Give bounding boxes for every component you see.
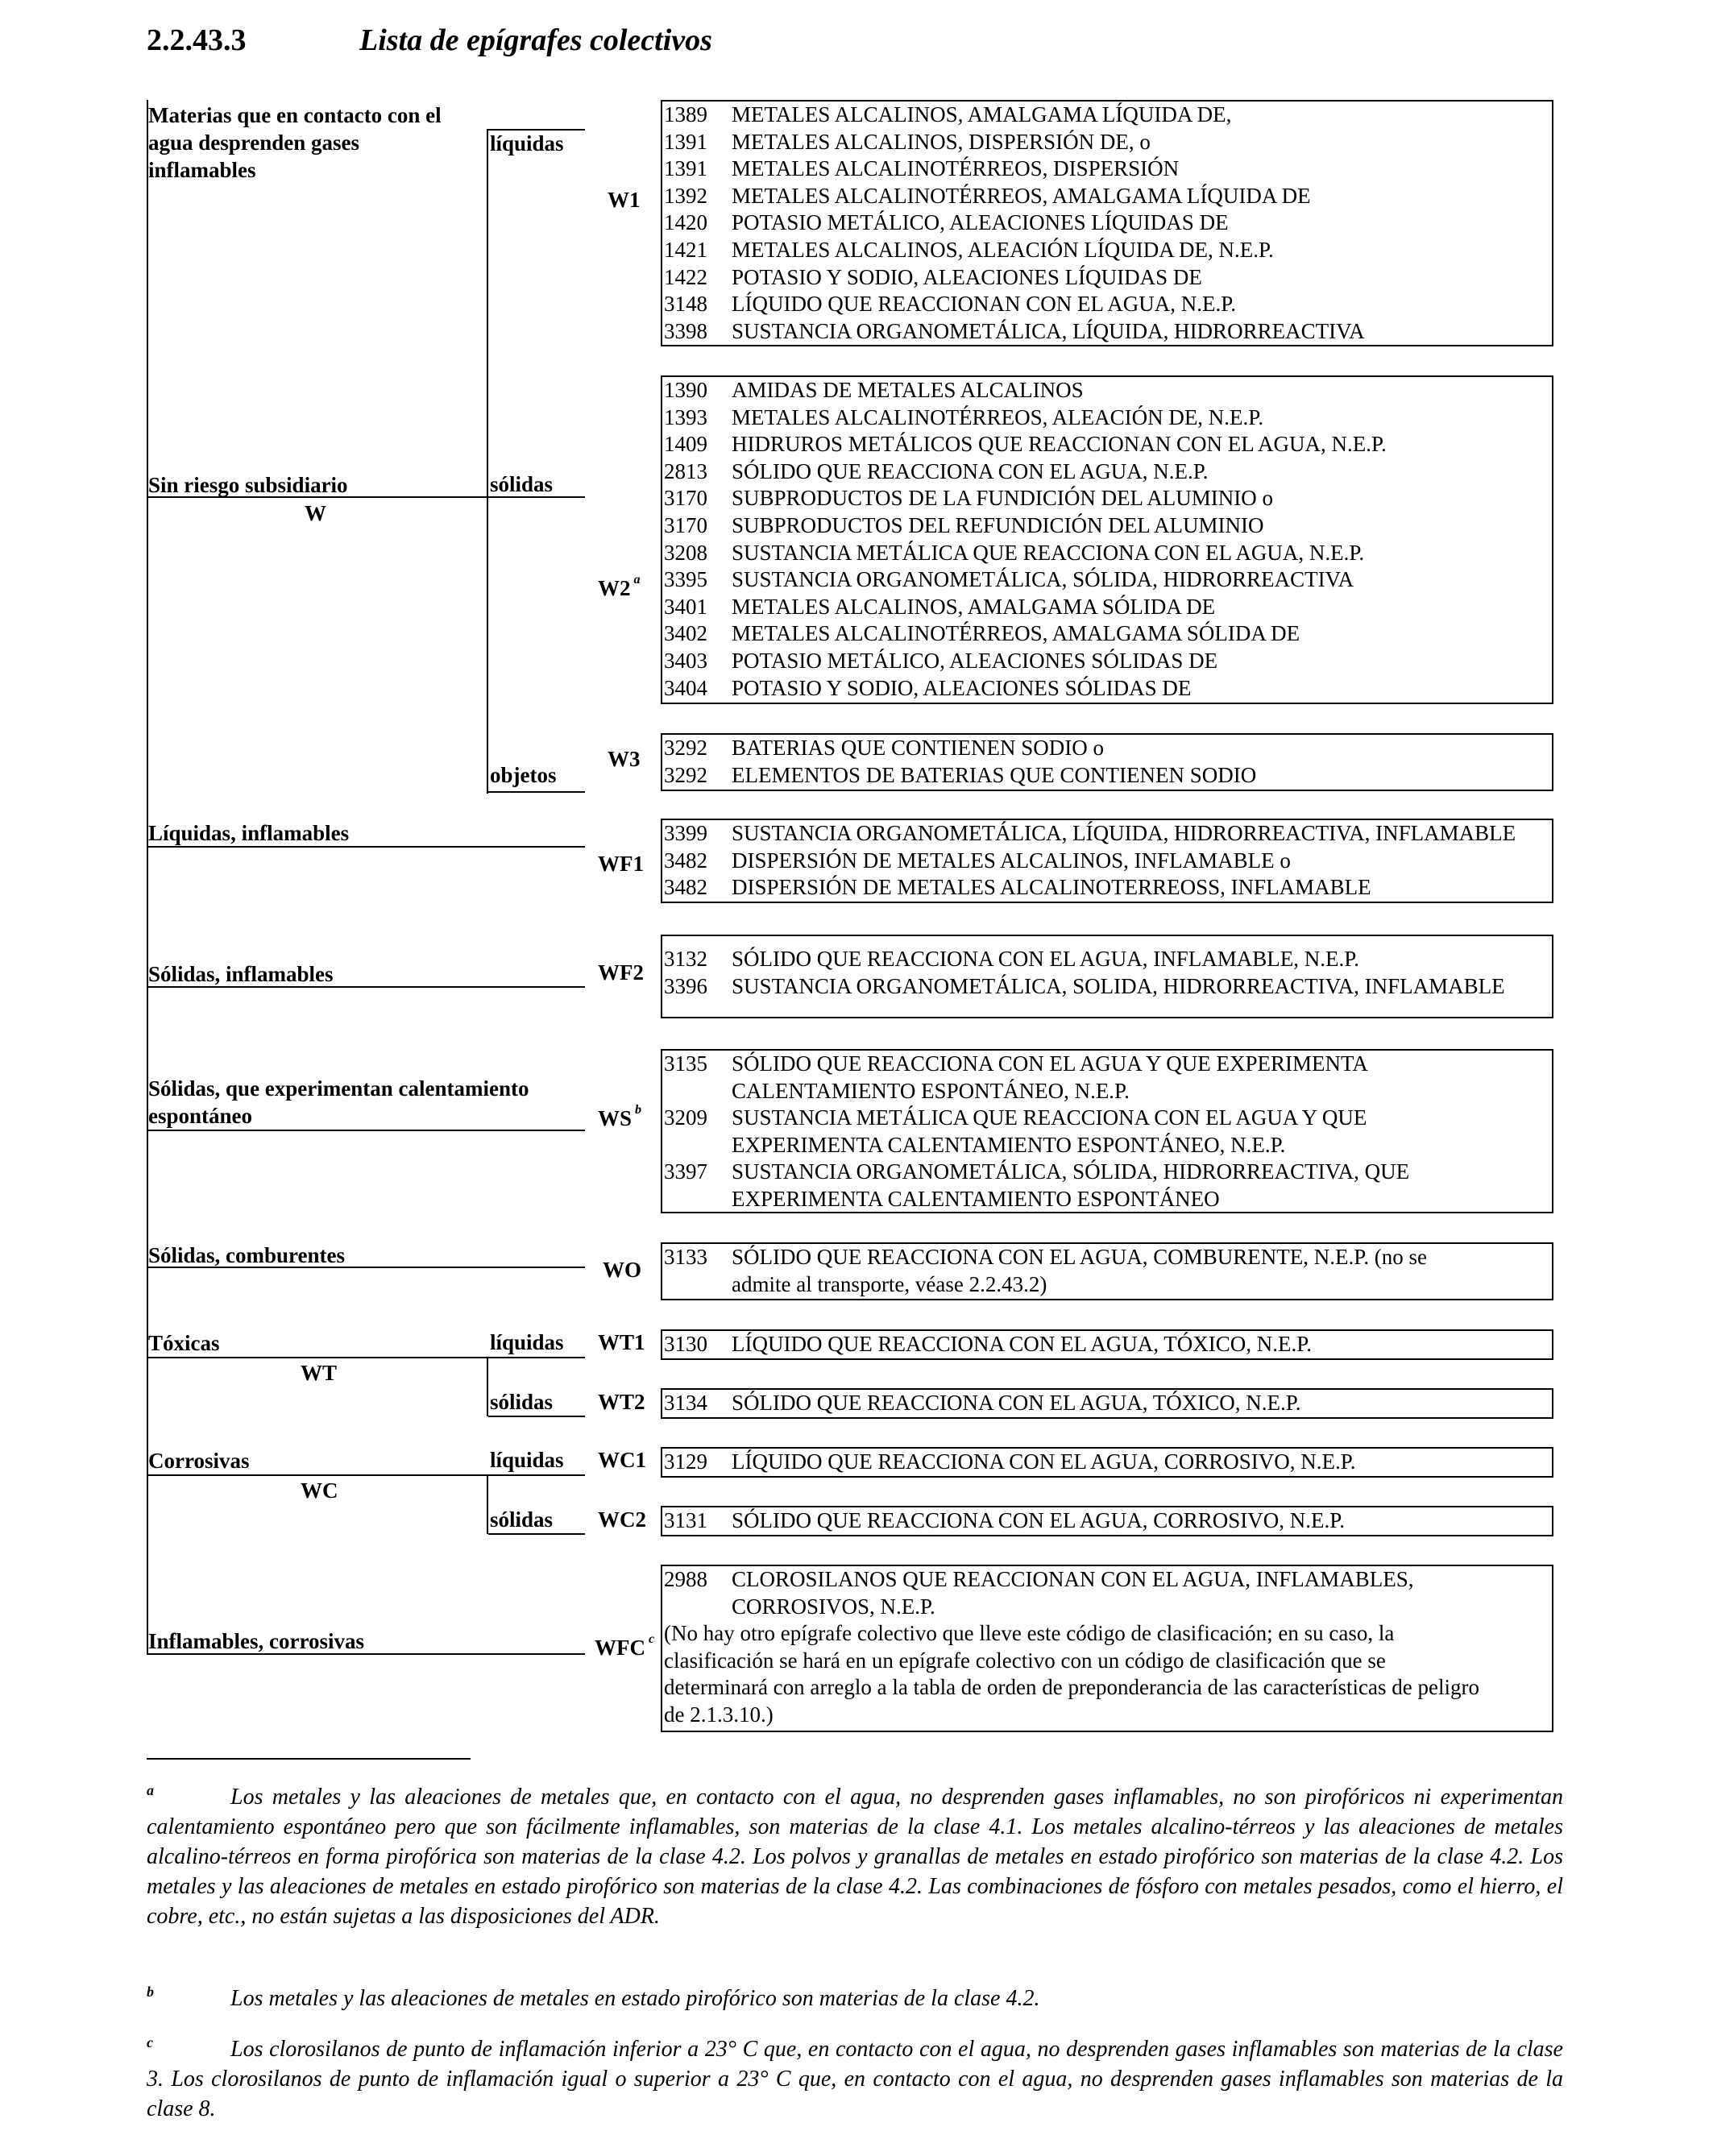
code-wt1: WT1 <box>598 1330 645 1354</box>
entry-row <box>662 874 1552 902</box>
footnote-c-mark: c <box>147 2034 153 2050</box>
tree-wc-vertical <box>487 1474 488 1534</box>
footnote-mark-a: a <box>633 573 641 587</box>
label-liquidas-inflamables: Líquidas, inflamables <box>148 821 350 845</box>
entry-row <box>662 102 1552 129</box>
label-solidas-calentamiento-line1: Sólidas, que experimentan calentamiento <box>148 1076 529 1101</box>
entry-name: POTASIO METÁLICO, ALEACIONES SÓLIDAS DE <box>732 648 1218 673</box>
entry-row <box>662 237 1552 264</box>
label-top-main-line2: agua desprenden gases <box>148 131 360 155</box>
line-liquidas-inflamables <box>147 846 585 848</box>
un-number: 3399 <box>664 821 707 845</box>
entry-row <box>662 404 1552 432</box>
entry-name: METALES ALCALINOS, AMALGAMA SÓLIDA DE <box>732 594 1216 619</box>
entry-name: SÓLIDO QUE REACCIONA CON EL AGUA, N.E.P. <box>732 458 1209 483</box>
entry-row <box>662 1331 1552 1358</box>
entry-row <box>662 1105 1552 1132</box>
entry-name: SUBPRODUCTOS DE LA FUNDICIÓN DEL ALUMINIO o <box>732 486 1274 511</box>
footnote-mark-c: c <box>649 1632 655 1646</box>
un-number: 3170 <box>664 486 707 511</box>
sub-objetos-w3: objetos <box>490 763 557 787</box>
entry-row <box>662 540 1552 567</box>
code-wfc <box>595 1632 655 1661</box>
label-w: W <box>305 501 326 525</box>
entry-row <box>662 820 1552 848</box>
entry-row <box>662 848 1552 875</box>
entry-name: SUSTANCIA ORGANOMETÁLICA, SÓLIDA, HIDRORREACTIVA, QUE <box>732 1159 1410 1184</box>
un-number: 3129 <box>664 1449 707 1474</box>
code-wfc-text: WFC <box>595 1636 645 1660</box>
entry-name: SUBPRODUCTOS DEL REFUNDICIÓN DEL ALUMINIO <box>732 512 1264 537</box>
entry-name: METALES ALCALINOS, AMALGAMA LÍQUIDA DE, <box>732 102 1232 126</box>
entry-name: ELEMENTOS DE BATERIAS QUE CONTIENEN SODIO <box>732 762 1257 787</box>
entry-row <box>662 1051 1552 1078</box>
box-w1 <box>661 100 1553 346</box>
entry-name: CLOROSILANOS QUE REACCIONAN CON EL AGUA, INFLAMABLES, <box>732 1567 1414 1591</box>
code-wf2: WF2 <box>598 960 644 985</box>
un-number: 1391 <box>664 156 707 181</box>
box-w2 <box>661 375 1553 704</box>
footnote-a <box>147 1782 1563 1931</box>
un-number: 1391 <box>664 129 707 154</box>
entry-name: LÍQUIDO QUE REACCIONA CON EL AGUA, CORROSIVO, N.E.P. <box>732 1449 1356 1474</box>
label-wc: WC <box>301 1478 338 1503</box>
un-number: 1392 <box>664 183 707 208</box>
un-number: 3208 <box>664 540 707 565</box>
entry-row <box>662 264 1552 292</box>
wfc-note-line: (No hay otro epígrafe colectivo que lleve este código de clasificación; en su caso, la <box>664 1621 1395 1646</box>
un-number: 1390 <box>664 378 707 402</box>
entry-row <box>662 183 1552 210</box>
tree-w-vertical <box>487 129 488 794</box>
box-wc1 <box>661 1447 1553 1478</box>
un-number: 3130 <box>664 1332 707 1356</box>
line-solidas-wc2 <box>488 1533 585 1535</box>
label-corrosivas: Corrosivas <box>148 1449 250 1473</box>
line-objetos-w3 <box>488 791 585 793</box>
label-top-main-line1: Materias que en contacto con el <box>148 103 442 127</box>
box-wt2 <box>661 1388 1553 1419</box>
line-solidas-calentamiento <box>147 1130 585 1131</box>
label-sin-riesgo: Sin riesgo subsidiario <box>148 473 348 497</box>
entry-row <box>662 735 1552 762</box>
un-number: 3209 <box>664 1105 707 1130</box>
label-wt: WT <box>301 1361 338 1385</box>
box-wc2 <box>661 1506 1553 1536</box>
entry-name: POTASIO Y SODIO, ALEACIONES SÓLIDAS DE <box>732 675 1192 700</box>
code-w2-text: W2 <box>598 576 631 600</box>
code-wc1: WC1 <box>598 1448 646 1472</box>
un-number: 3395 <box>664 567 707 592</box>
code-ws <box>598 1103 642 1131</box>
un-number: 1422 <box>664 264 707 289</box>
entry-row <box>662 675 1552 703</box>
un-number: 1409 <box>664 432 707 457</box>
code-w1: W1 <box>608 188 641 212</box>
label-toxicas: Tóxicas <box>148 1331 220 1355</box>
entry-name: METALES ALCALINOS, DISPERSIÓN DE, o <box>732 129 1151 154</box>
sub-liquidas-wt1: líquidas <box>490 1330 564 1354</box>
line-liquidas-wc1 <box>488 1474 585 1476</box>
entry-row <box>662 1507 1552 1535</box>
entry-row <box>662 377 1552 404</box>
sub-liquidas-w1: líquidas <box>490 131 564 155</box>
entry-name: SUSTANCIA METÁLICA QUE REACCIONA CON EL AGUA Y QUE <box>732 1105 1367 1130</box>
un-number: 3133 <box>664 1245 707 1269</box>
footnote-b-mark: b <box>147 1984 154 2000</box>
wfc-rows <box>662 1566 1552 1620</box>
entry-row <box>662 431 1552 458</box>
entry-row <box>662 209 1552 237</box>
box-wfc <box>661 1565 1553 1732</box>
label-top-main <box>148 102 442 184</box>
line-sin-riesgo <box>147 496 488 498</box>
entry-name: METALES ALCALINOTÉRREOS, AMALGAMA LÍQUIDA DE <box>732 183 1311 208</box>
entry-row <box>662 620 1552 648</box>
line-solidas-wt2 <box>488 1416 585 1417</box>
entry-name: EXPERIMENTA CALENTAMIENTO ESPONTÁNEO <box>732 1186 1220 1211</box>
entry-row-continuation <box>662 1186 1552 1213</box>
code-ws-text: WS <box>598 1106 633 1130</box>
un-number: 1393 <box>664 404 707 429</box>
entry-row <box>662 1159 1552 1186</box>
line-solidas-comburentes <box>147 1267 585 1268</box>
box-w3 <box>661 733 1553 791</box>
entry-name: SUSTANCIA ORGANOMETÁLICA, LÍQUIDA, HIDRORREACTIVA <box>732 318 1365 343</box>
footnote-a-mark: a <box>147 1782 154 1798</box>
section-title: Lista de epígrafes colectivos <box>359 23 712 57</box>
entry-row <box>662 762 1552 790</box>
footnote-b <box>147 1984 1563 2013</box>
un-number: 3135 <box>664 1051 707 1076</box>
box-wf1 <box>661 819 1553 903</box>
entry-name: AMIDAS DE METALES ALCALINOS <box>732 378 1084 402</box>
entry-name: admite al transporte, véase 2.2.43.2) <box>732 1271 1047 1296</box>
sub-liquidas-wc1: líquidas <box>490 1448 564 1472</box>
line-solidas-w2 <box>488 496 585 498</box>
label-solidas-calentamiento <box>148 1075 529 1130</box>
un-number: 3292 <box>664 762 707 787</box>
label-inflamables-corrosivas: Inflamables, corrosivas <box>148 1629 364 1653</box>
un-number: 3292 <box>664 736 707 760</box>
entry-row <box>662 566 1552 594</box>
un-number: 2813 <box>664 458 707 483</box>
un-number: 3396 <box>664 973 707 998</box>
entry-name: SUSTANCIA METÁLICA QUE REACCIONA CON EL AGUA, N.E.P. <box>732 540 1365 565</box>
un-number: 3131 <box>664 1508 707 1532</box>
entry-row <box>662 1449 1552 1476</box>
line-corrosivas <box>147 1474 488 1476</box>
entry-name: METALES ALCALINOTÉRREOS, AMALGAMA SÓLIDA DE <box>732 621 1300 646</box>
wfc-note-line: clasificación se hará en un epígrafe colectivo con un código de clasificación que se <box>664 1648 1386 1673</box>
entry-name: CORROSIVOS, N.E.P. <box>732 1594 935 1619</box>
entry-name: SÓLIDO QUE REACCIONA CON EL AGUA, CORROSIVO, N.E.P. <box>732 1508 1346 1532</box>
entry-name: LÍQUIDO QUE REACCIONAN CON EL AGUA, N.E.P. <box>732 292 1236 317</box>
line-liquidas-wt1 <box>488 1357 585 1358</box>
entry-name: METALES ALCALINOTÉRREOS, DISPERSIÓN <box>732 156 1180 181</box>
entry-name: DISPERSIÓN DE METALES ALCALINOTERREOSS, INFLAMABLE <box>732 875 1371 900</box>
un-number: 3398 <box>664 318 707 343</box>
tree-wt-vertical <box>487 1357 488 1416</box>
footnote-mark-b: b <box>635 1103 642 1117</box>
sub-solidas-w2: sólidas <box>490 472 554 496</box>
line-toxicas <box>147 1357 488 1358</box>
label-solidas-calentamiento-line2: espontáneo <box>148 1104 253 1128</box>
line-solidas-inflamables <box>147 986 585 988</box>
line-liquidas-w1 <box>488 129 585 131</box>
entry-row <box>662 1566 1552 1594</box>
entry-name: DISPERSIÓN DE METALES ALCALINOS, INFLAMABLE o <box>732 848 1291 873</box>
un-number: 3148 <box>664 292 707 317</box>
un-number: 2988 <box>664 1567 707 1591</box>
un-number: 1421 <box>664 237 707 262</box>
un-number: 3482 <box>664 848 707 873</box>
box-wt1 <box>661 1329 1553 1360</box>
box-ws <box>661 1049 1553 1213</box>
un-number: 3132 <box>664 947 707 971</box>
footnote-a-text: Los metales y las aleaciones de metales que, en contacto con el agua, no desprenden gases inflamables, no son pirofóricos ni experimentan calentamiento espontáneo pero que son fácilmente inflamables, son materias de la clase 4.1. Los metales alcalino-térreos y las aleaciones de metales alcalino-térreos en forma pirofórica son materias de la clase 4.2. Los polvos y granallas de metales en estado pirofórico son materias de la clase 4.2. Los metales y las aleaciones de metales en estado pirofórico son materias de la clase 4.2. Las combinaciones de fósforo con metales pesados, como el hierro, el cobre, etc., no están sujetas a las disposiciones del ADR. <box>147 1785 1563 1929</box>
footnote-c <box>147 2034 1563 2124</box>
wfc-note-line: determinará con arreglo a la tabla de orden de preponderancia de las características de peligro <box>664 1675 1479 1700</box>
label-solidas-inflamables: Sólidas, inflamables <box>148 962 334 986</box>
un-number: 3170 <box>664 512 707 537</box>
box-wo <box>661 1242 1553 1300</box>
label-top-main-line3: inflamables <box>148 158 256 182</box>
box-wf2 <box>661 935 1553 1018</box>
entry-row <box>662 946 1552 973</box>
entry-name: SÓLIDO QUE REACCIONA CON EL AGUA, COMBURENTE, N.E.P. (no se <box>732 1245 1427 1269</box>
entry-row <box>662 155 1552 183</box>
tree-main-vertical <box>147 100 148 1655</box>
entry-row <box>662 1244 1552 1271</box>
entry-name: SÓLIDO QUE REACCIONA CON EL AGUA Y QUE EXPERIMENTA <box>732 1051 1368 1076</box>
entry-row <box>662 291 1552 318</box>
un-number: 3403 <box>664 648 707 673</box>
label-solidas-comburentes: Sólidas, comburentes <box>148 1243 346 1267</box>
un-number: 3397 <box>664 1159 707 1184</box>
entry-name: CALENTAMIENTO ESPONTÁNEO, N.E.P. <box>732 1078 1130 1103</box>
un-number: 3482 <box>664 875 707 900</box>
entry-row-continuation <box>662 1271 1552 1299</box>
un-number: 3404 <box>664 675 707 700</box>
entry-name: SUSTANCIA ORGANOMETÁLICA, LÍQUIDA, HIDRORREACTIVA, INFLAMABLE <box>732 821 1516 845</box>
code-wt2: WT2 <box>598 1390 645 1414</box>
entry-name: SÓLIDO QUE REACCIONA CON EL AGUA, TÓXICO, N.E.P. <box>732 1391 1301 1415</box>
entry-row <box>662 318 1552 346</box>
entry-row <box>662 648 1552 675</box>
un-number: 1389 <box>664 102 707 126</box>
entry-row <box>662 458 1552 486</box>
entry-name: POTASIO Y SODIO, ALEACIONES LÍQUIDAS DE <box>732 264 1202 289</box>
entry-row <box>662 512 1552 540</box>
un-number: 3402 <box>664 621 707 646</box>
entry-name: HIDRUROS METÁLICOS QUE REACCIONAN CON EL AGUA, N.E.P. <box>732 432 1387 457</box>
section-number: 2.2.43.3 <box>147 23 247 57</box>
code-wc2: WC2 <box>598 1507 646 1532</box>
entry-name: METALES ALCALINOTÉRREOS, ALEACIÓN DE, N.E.P. <box>732 404 1264 429</box>
entry-row <box>662 129 1552 156</box>
entry-name: SUSTANCIA ORGANOMETÁLICA, SÓLIDA, HIDRORREACTIVA <box>732 567 1354 592</box>
code-wo: WO <box>603 1258 642 1282</box>
un-number: 3134 <box>664 1391 707 1415</box>
un-number: 1420 <box>664 210 707 235</box>
footnote-b-text: Los metales y las aleaciones de metales en estado pirofórico son materias de la clase 4.2. <box>230 1986 1040 2011</box>
entry-name: EXPERIMENTA CALENTAMIENTO ESPONTÁNEO, N.E.P. <box>732 1132 1286 1157</box>
un-number: 3401 <box>664 594 707 619</box>
entry-name: SÓLIDO QUE REACCIONA CON EL AGUA, INFLAMABLE, N.E.P. <box>732 947 1360 971</box>
entry-name: SUSTANCIA ORGANOMETÁLICA, SOLIDA, HIDRORREACTIVA, INFLAMABLE <box>732 973 1505 998</box>
entry-row-continuation <box>662 1078 1552 1105</box>
sub-solidas-wc2: sólidas <box>490 1507 554 1532</box>
sub-solidas-wt2: sólidas <box>490 1390 554 1414</box>
entry-row <box>662 485 1552 512</box>
entry-row <box>662 973 1552 1001</box>
entry-row-continuation <box>662 1132 1552 1159</box>
wfc-note-line: de 2.1.3.10.) <box>664 1702 774 1727</box>
line-inflamables-corrosivas <box>147 1653 585 1655</box>
footnote-rule <box>147 1758 471 1760</box>
entry-name: LÍQUIDO QUE REACCIONA CON EL AGUA, TÓXICO, N.E.P. <box>732 1332 1312 1356</box>
entry-row <box>662 1390 1552 1417</box>
entry-name: POTASIO METÁLICO, ALEACIONES LÍQUIDAS DE <box>732 210 1229 235</box>
code-wf1: WF1 <box>598 852 644 876</box>
entry-row <box>662 594 1552 621</box>
code-w2 <box>598 573 641 601</box>
footnote-c-text: Los clorosilanos de punto de inflamación inferior a 23° C que, en contacto con el agua, no desprenden gases inflamables son materias de la clase 3. Los clorosilanos de punto de inflamación igual o superior a 23° C que, en contacto con el agua, no desprenden gases inflamables son materias de la clase 8. <box>147 2037 1563 2121</box>
entry-name: METALES ALCALINOS, ALEACIÓN LÍQUIDA DE, N.E.P. <box>732 237 1274 262</box>
code-w3: W3 <box>608 747 641 771</box>
entry-row-continuation <box>662 1594 1552 1621</box>
entry-name: BATERIAS QUE CONTIENEN SODIO o <box>732 736 1104 760</box>
